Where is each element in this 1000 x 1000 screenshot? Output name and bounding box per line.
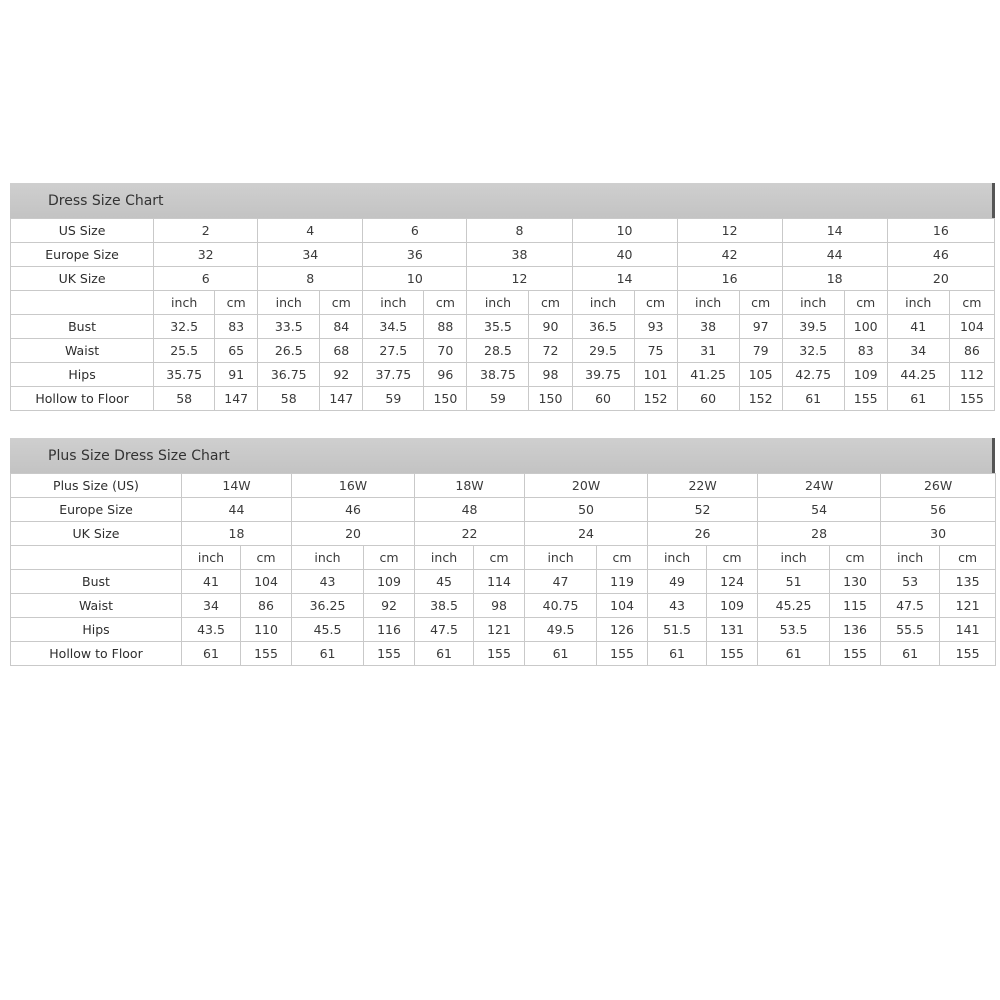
unit-cell: cm: [634, 291, 677, 315]
size-row: [11, 522, 996, 546]
measure-cell: 121: [474, 618, 525, 642]
size-cell: 28: [758, 522, 881, 546]
unit-cell: inch: [525, 546, 597, 570]
size-cell: 8: [467, 219, 572, 243]
measure-cell: 36.25: [292, 594, 364, 618]
unit-cell: cm: [241, 546, 292, 570]
measure-cell: 60: [677, 387, 739, 411]
size-cell: 10: [363, 267, 467, 291]
unit-cell: inch: [292, 546, 364, 570]
measure-cell: 75: [634, 339, 677, 363]
measure-cell: 32.5: [154, 315, 215, 339]
dress-size-table: [10, 218, 995, 411]
unit-cell: cm: [320, 291, 363, 315]
measure-cell: 130: [830, 570, 881, 594]
size-cell: 52: [648, 498, 758, 522]
measure-cell: 61: [881, 642, 940, 666]
measure-cell: 110: [241, 618, 292, 642]
size-cell: 14: [782, 219, 887, 243]
row-label: [11, 291, 154, 315]
size-row: [11, 219, 995, 243]
size-cell: 18W: [415, 474, 525, 498]
plus-size-chart: [10, 438, 995, 666]
unit-cell: inch: [572, 291, 634, 315]
measure-cell: 45.5: [292, 618, 364, 642]
measure-cell: 109: [707, 594, 758, 618]
measure-cell: 152: [634, 387, 677, 411]
measure-cell: 155: [949, 387, 994, 411]
measure-cell: 61: [415, 642, 474, 666]
plus-size-table: [10, 473, 996, 666]
size-cell: 12: [677, 219, 782, 243]
measure-cell: 100: [844, 315, 887, 339]
measure-cell: 121: [940, 594, 996, 618]
size-cell: 56: [881, 498, 996, 522]
unit-cell: inch: [154, 291, 215, 315]
row-label: US Size: [11, 219, 154, 243]
unit-row: [11, 291, 995, 315]
measure-cell: 109: [844, 363, 887, 387]
measure-row: [11, 642, 996, 666]
size-cell: 24W: [758, 474, 881, 498]
measure-cell: 34: [887, 339, 949, 363]
size-cell: 42: [677, 243, 782, 267]
unit-row: [11, 546, 996, 570]
measure-cell: 104: [949, 315, 994, 339]
measure-cell: 84: [320, 315, 363, 339]
row-label: Plus Size (US): [11, 474, 182, 498]
size-cell: 14: [572, 267, 677, 291]
measure-cell: 51.5: [648, 618, 707, 642]
measure-cell: 104: [597, 594, 648, 618]
measure-cell: 29.5: [572, 339, 634, 363]
row-label: [11, 546, 182, 570]
measure-cell: 61: [525, 642, 597, 666]
measure-cell: 65: [215, 339, 258, 363]
measure-cell: 38.5: [415, 594, 474, 618]
unit-cell: cm: [707, 546, 758, 570]
measure-cell: 135: [940, 570, 996, 594]
measure-cell: 119: [597, 570, 648, 594]
unit-cell: inch: [782, 291, 844, 315]
size-cell: 10: [572, 219, 677, 243]
measure-cell: 61: [182, 642, 241, 666]
unit-cell: cm: [844, 291, 887, 315]
measure-cell: 37.75: [363, 363, 424, 387]
measure-cell: 61: [758, 642, 830, 666]
size-cell: 48: [415, 498, 525, 522]
measure-cell: 51: [758, 570, 830, 594]
size-cell: 16: [887, 219, 994, 243]
measure-cell: 58: [154, 387, 215, 411]
measure-cell: 36.75: [258, 363, 320, 387]
size-cell: 6: [363, 219, 467, 243]
measure-cell: 155: [830, 642, 881, 666]
measure-cell: 68: [320, 339, 363, 363]
size-cell: 44: [782, 243, 887, 267]
row-label: Hollow to Floor: [11, 642, 182, 666]
size-row: [11, 243, 995, 267]
size-cell: 12: [467, 267, 572, 291]
unit-cell: cm: [597, 546, 648, 570]
measure-cell: 35.75: [154, 363, 215, 387]
measure-cell: 86: [949, 339, 994, 363]
size-cell: 38: [467, 243, 572, 267]
measure-cell: 28.5: [467, 339, 529, 363]
row-label: UK Size: [11, 522, 182, 546]
measure-cell: 147: [215, 387, 258, 411]
measure-cell: 61: [292, 642, 364, 666]
measure-cell: 53: [881, 570, 940, 594]
measure-cell: 86: [241, 594, 292, 618]
measure-cell: 141: [940, 618, 996, 642]
unit-cell: inch: [258, 291, 320, 315]
unit-cell: inch: [887, 291, 949, 315]
unit-cell: cm: [830, 546, 881, 570]
measure-cell: 104: [241, 570, 292, 594]
measure-cell: 96: [424, 363, 467, 387]
unit-cell: cm: [424, 291, 467, 315]
measure-cell: 60: [572, 387, 634, 411]
measure-cell: 38.75: [467, 363, 529, 387]
measure-row: [11, 594, 996, 618]
measure-row: [11, 315, 995, 339]
measure-cell: 43: [292, 570, 364, 594]
row-label: Bust: [11, 315, 154, 339]
size-cell: 46: [292, 498, 415, 522]
size-row: [11, 267, 995, 291]
dress-size-chart: [10, 183, 995, 411]
size-row: [11, 474, 996, 498]
size-cell: 2: [154, 219, 258, 243]
measure-cell: 152: [739, 387, 782, 411]
measure-cell: 35.5: [467, 315, 529, 339]
measure-cell: 101: [634, 363, 677, 387]
measure-cell: 93: [634, 315, 677, 339]
size-cell: 40: [572, 243, 677, 267]
measure-cell: 79: [739, 339, 782, 363]
measure-cell: 27.5: [363, 339, 424, 363]
size-cell: 20: [292, 522, 415, 546]
row-label: Waist: [11, 594, 182, 618]
measure-cell: 34.5: [363, 315, 424, 339]
unit-cell: cm: [949, 291, 994, 315]
measure-cell: 61: [648, 642, 707, 666]
size-cell: 14W: [182, 474, 292, 498]
measure-cell: 31: [677, 339, 739, 363]
measure-cell: 41: [887, 315, 949, 339]
size-cell: 22: [415, 522, 525, 546]
measure-cell: 58: [258, 387, 320, 411]
size-row: [11, 498, 996, 522]
measure-cell: 115: [830, 594, 881, 618]
measure-cell: 41.25: [677, 363, 739, 387]
measure-cell: 45: [415, 570, 474, 594]
unit-cell: cm: [474, 546, 525, 570]
unit-cell: inch: [467, 291, 529, 315]
measure-cell: 90: [529, 315, 572, 339]
measure-cell: 70: [424, 339, 467, 363]
measure-cell: 88: [424, 315, 467, 339]
measure-cell: 105: [739, 363, 782, 387]
measure-cell: 38: [677, 315, 739, 339]
size-cell: 6: [154, 267, 258, 291]
measure-row: [11, 363, 995, 387]
unit-cell: cm: [215, 291, 258, 315]
measure-cell: 43.5: [182, 618, 241, 642]
size-cell: 20W: [525, 474, 648, 498]
measure-cell: 150: [529, 387, 572, 411]
measure-cell: 32.5: [782, 339, 844, 363]
row-label: Waist: [11, 339, 154, 363]
size-cell: 18: [782, 267, 887, 291]
measure-cell: 72: [529, 339, 572, 363]
row-label: Bust: [11, 570, 182, 594]
measure-cell: 155: [364, 642, 415, 666]
size-cell: 24: [525, 522, 648, 546]
size-cell: 30: [881, 522, 996, 546]
measure-cell: 59: [467, 387, 529, 411]
measure-cell: 98: [474, 594, 525, 618]
row-label: Europe Size: [11, 498, 182, 522]
size-cell: 16: [677, 267, 782, 291]
measure-cell: 150: [424, 387, 467, 411]
measure-cell: 26.5: [258, 339, 320, 363]
dress-size-chart-title: Dress Size Chart: [10, 183, 995, 218]
measure-cell: 109: [364, 570, 415, 594]
size-cell: 32: [154, 243, 258, 267]
measure-cell: 126: [597, 618, 648, 642]
measure-cell: 55.5: [881, 618, 940, 642]
measure-cell: 112: [949, 363, 994, 387]
measure-cell: 155: [707, 642, 758, 666]
plus-size-table-body: [11, 474, 996, 666]
unit-cell: cm: [739, 291, 782, 315]
measure-cell: 91: [215, 363, 258, 387]
size-cell: 50: [525, 498, 648, 522]
measure-cell: 25.5: [154, 339, 215, 363]
measure-row: [11, 339, 995, 363]
size-cell: 18: [182, 522, 292, 546]
measure-cell: 41: [182, 570, 241, 594]
measure-cell: 42.75: [782, 363, 844, 387]
measure-cell: 97: [739, 315, 782, 339]
measure-row: [11, 618, 996, 642]
size-cell: 54: [758, 498, 881, 522]
unit-cell: inch: [415, 546, 474, 570]
size-cell: 16W: [292, 474, 415, 498]
measure-cell: 59: [363, 387, 424, 411]
unit-cell: inch: [648, 546, 707, 570]
measure-cell: 45.25: [758, 594, 830, 618]
size-cell: 4: [258, 219, 363, 243]
measure-cell: 40.75: [525, 594, 597, 618]
size-cell: 22W: [648, 474, 758, 498]
measure-cell: 44.25: [887, 363, 949, 387]
measure-cell: 98: [529, 363, 572, 387]
measure-cell: 53.5: [758, 618, 830, 642]
row-label: Hips: [11, 618, 182, 642]
dress-size-table-body: [11, 219, 995, 411]
unit-cell: inch: [677, 291, 739, 315]
measure-cell: 43: [648, 594, 707, 618]
size-cell: 36: [363, 243, 467, 267]
size-cell: 20: [887, 267, 994, 291]
unit-cell: inch: [758, 546, 830, 570]
measure-cell: 33.5: [258, 315, 320, 339]
measure-cell: 49: [648, 570, 707, 594]
row-label: Hips: [11, 363, 154, 387]
unit-cell: inch: [881, 546, 940, 570]
measure-cell: 147: [320, 387, 363, 411]
measure-cell: 83: [215, 315, 258, 339]
measure-cell: 92: [364, 594, 415, 618]
measure-cell: 155: [474, 642, 525, 666]
measure-row: [11, 387, 995, 411]
unit-cell: inch: [182, 546, 241, 570]
unit-cell: cm: [529, 291, 572, 315]
size-cell: 34: [258, 243, 363, 267]
measure-row: [11, 570, 996, 594]
measure-cell: 131: [707, 618, 758, 642]
size-cell: 8: [258, 267, 363, 291]
measure-cell: 116: [364, 618, 415, 642]
measure-cell: 114: [474, 570, 525, 594]
measure-cell: 155: [940, 642, 996, 666]
row-label: Hollow to Floor: [11, 387, 154, 411]
measure-cell: 83: [844, 339, 887, 363]
measure-cell: 155: [844, 387, 887, 411]
size-cell: 46: [887, 243, 994, 267]
measure-cell: 39.5: [782, 315, 844, 339]
measure-cell: 155: [241, 642, 292, 666]
measure-cell: 92: [320, 363, 363, 387]
size-cell: 44: [182, 498, 292, 522]
size-cell: 26W: [881, 474, 996, 498]
measure-cell: 39.75: [572, 363, 634, 387]
row-label: Europe Size: [11, 243, 154, 267]
measure-cell: 155: [597, 642, 648, 666]
measure-cell: 47: [525, 570, 597, 594]
measure-cell: 47.5: [881, 594, 940, 618]
measure-cell: 47.5: [415, 618, 474, 642]
unit-cell: cm: [940, 546, 996, 570]
row-label: UK Size: [11, 267, 154, 291]
measure-cell: 136: [830, 618, 881, 642]
measure-cell: 36.5: [572, 315, 634, 339]
size-cell: 26: [648, 522, 758, 546]
measure-cell: 61: [887, 387, 949, 411]
measure-cell: 49.5: [525, 618, 597, 642]
unit-cell: inch: [363, 291, 424, 315]
measure-cell: 124: [707, 570, 758, 594]
plus-size-chart-title: Plus Size Dress Size Chart: [10, 438, 995, 473]
measure-cell: 34: [182, 594, 241, 618]
unit-cell: cm: [364, 546, 415, 570]
measure-cell: 61: [782, 387, 844, 411]
